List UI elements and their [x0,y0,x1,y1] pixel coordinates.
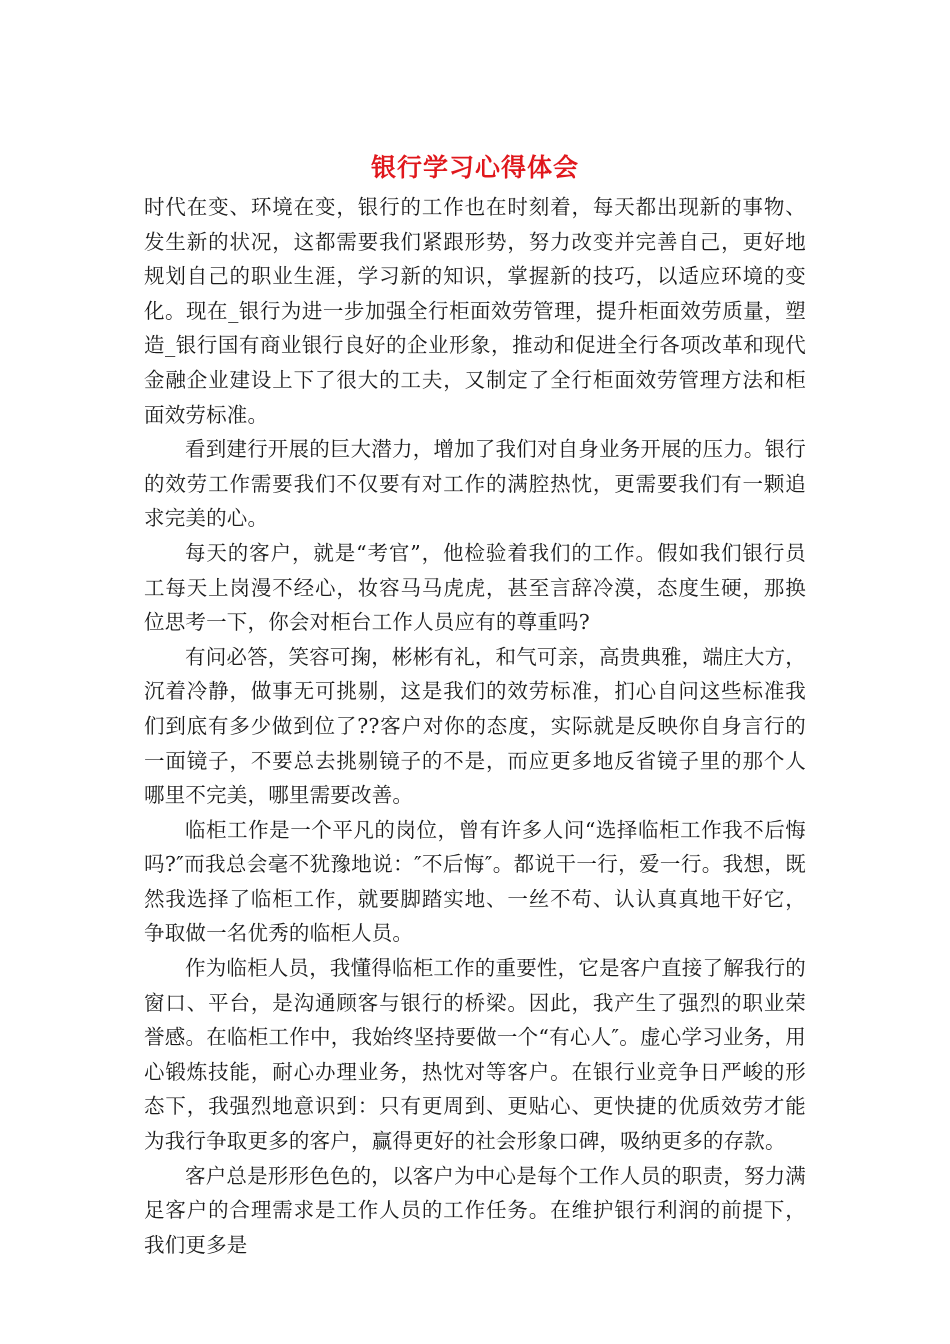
paragraph-5: 临柜工作是一个平凡的岗位，曾有许多人问“选择临柜工作我不后悔吗?″而我总会毫不犹豫地说：″不后悔″。都说干一行，爱一行。我想，既然我选择了临柜工作，就要脚踏实地、一丝不苟、认认真真地干好它，争取做一名优秀的临柜人员。 [144,817,806,946]
paragraph-2: 看到建行开展的巨大潜力，增加了我们对自身业务开展的压力。银行的效劳工作需要我们不仅要有对工作的满腔热忱，更需要我们有一颗追求完美的心。 [144,437,806,531]
document-title: 银行学习心得体会 [370,153,579,182]
document-body [144,190,806,1262]
paragraph-7: 客户总是形形色色的，以客户为中心是每个工作人员的职责，努力满足客户的合理需求是工作人员的工作任务。在维护银行利润的前提下，我们更多是 [144,1163,806,1257]
paragraph-6: 作为临柜人员，我懂得临柜工作的重要性，它是客户直接了解我行的窗口、平台，是沟通顾客与银行的桥梁。因此，我产生了强烈的职业荣誉感。在临柜工作中，我始终坚持要做一个“有心人″。虚心学习业务，用心锻炼技能，耐心办理业务，热忱对等客户。在银行业竞争日严峻的形态下，我强烈地意识到：只有更周到、更贴心、更快捷的优质效劳才能为我行争取更多的客户，赢得更好的社会形象口碑，吸纳更多的存款。 [144,956,806,1154]
paragraph-1: 时代在变、环境在变，银行的工作也在时刻着，每天都出现新的事物、发生新的状况，这都需要我们紧跟形势，努力改变并完善自己，更好地规划自己的职业生涯，学习新的知识，掌握新的技巧，以适应环境的变化。现在_银行为进一步加强全行柜面效劳管理，提升柜面效劳质量，塑造_银行国有商业银行良好的企业形象，推动和促进全行各项改革和现代金融企业建设上下了很大的工夫，又制定了全行柜面效劳管理方法和柜面效劳标准。 [144,195,806,427]
paragraph-4: 有问必答，笑容可掬，彬彬有礼，和气可亲，高贵典雅，端庄大方，沉着冷静，做事无可挑剔，这是我们的效劳标准，扪心自问这些标准我们到底有多少做到位了??客户对你的态度，实际就是反映你自身言行的一面镜子，不要总去挑剔镜子的不是，而应更多地反省镜子里的那个人哪里不完美，哪里需要改善。 [144,644,806,808]
paragraph-3: 每天的客户，就是“考官”，他检验着我们的工作。假如我们银行员工每天上岗漫不经心，妆容马马虎虎，甚至言辞冷漠，态度生硬，那换位思考一下，你会对柜台工作人员应有的尊重吗? [144,540,806,635]
